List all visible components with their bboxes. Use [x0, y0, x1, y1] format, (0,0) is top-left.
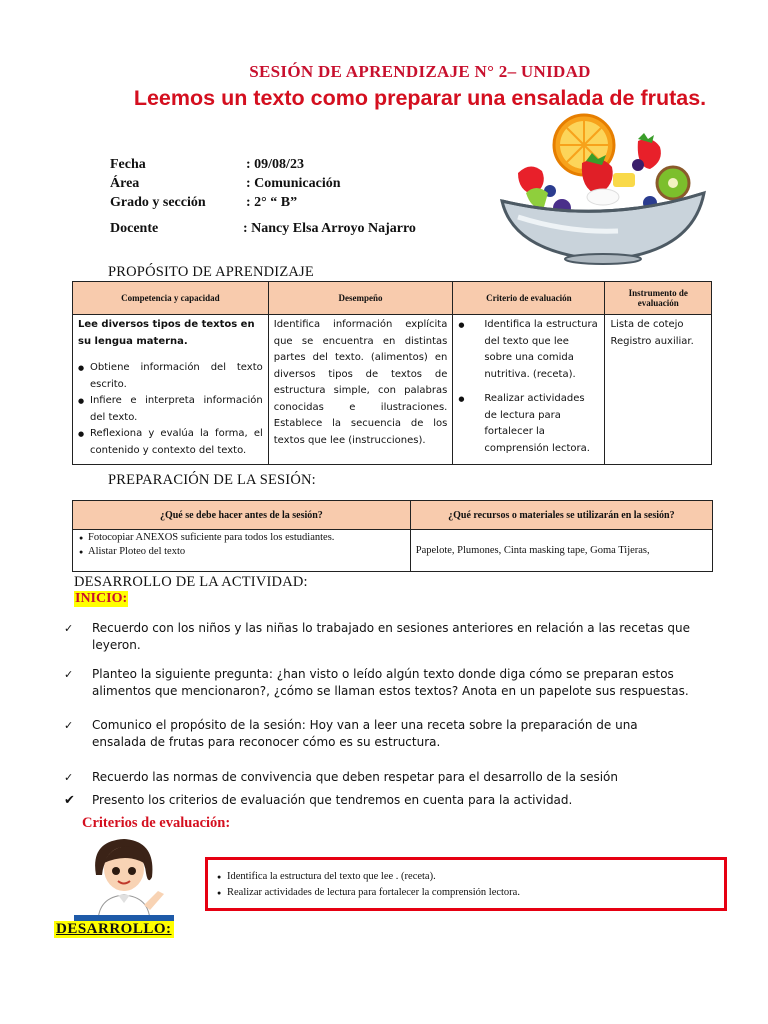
competencia-cell — [73, 315, 269, 465]
criterio-eval-item: ● Identifica la estructura del texto que lee . (receta). — [217, 869, 520, 885]
header-desempeno: Desempeño — [268, 282, 453, 315]
desarrollo-label: DESARROLLO: — [56, 921, 172, 937]
criterio-eval-item: ● Realizar actividades de lectura para fortalecer la comprensión lectora. — [217, 885, 520, 901]
proposito-table — [72, 281, 712, 465]
criterios-list — [217, 869, 520, 901]
instrumento-item: Registro auxiliar. — [610, 335, 694, 347]
criterio-cell — [453, 315, 605, 465]
header-competencia: Competencia y capacidad — [73, 282, 269, 315]
competencia-title: Lee diversos tipos de textos en su lengua materna. — [78, 319, 255, 347]
check-icon: ✔ — [64, 793, 75, 808]
check-icon: ✓ — [64, 668, 74, 681]
instrumento-item: Lista de cotejo — [610, 319, 684, 330]
grado-label: Grado y sección — [110, 195, 206, 210]
preparacion-heading: PREPARACIÓN DE LA SESIÓN: — [108, 472, 316, 488]
competencia-item: ● Obtiene información del texto escrito. — [78, 360, 263, 393]
fruit-salad-illustration — [498, 113, 708, 265]
check-icon: ✓ — [64, 719, 74, 732]
header-criterio: Criterio de evaluación — [453, 282, 605, 315]
docente-value: : Nancy Elsa Arroyo Najarro — [243, 221, 416, 236]
teacher-illustration — [74, 835, 174, 923]
fecha-label: Fecha — [110, 157, 146, 172]
inicio-label: INICIO: — [75, 591, 128, 606]
recursos-cell: Papelote, Plumones, Cinta masking tape, Goma Tijeras, — [410, 530, 712, 572]
area-value: : Comunicación — [246, 176, 341, 191]
header-instrumento: Instrumento de evaluación — [605, 282, 712, 315]
grado-value: : 2° “ B” — [246, 195, 298, 210]
criterios-heading: Criterios de evaluación: — [82, 815, 231, 831]
antes-cell — [73, 530, 411, 572]
competencia-item: ● Reflexiona y evalúa la forma, el contenido y contexto del texto. — [78, 426, 263, 459]
page-title: Leemos un texto como preparar una ensalada de frutas. — [133, 86, 707, 110]
check-icon: ✓ — [64, 771, 74, 784]
criterio-item: ● Identifica la estructura del texto que lee sobre una comida nutritiva. (receta). — [458, 317, 599, 383]
antes-item: ● Fotocopiar ANEXOS suficiente para todos los estudiantes. — [79, 531, 404, 545]
check-icon: ✓ — [64, 622, 74, 635]
criterio-item: ● Realizar actividades de lectura para fortalecer la comprensión lectora. — [458, 391, 599, 457]
area-label: Área — [110, 176, 140, 191]
antes-item: ● Alistar Ploteo del texto — [79, 545, 404, 559]
proposito-heading: PROPÓSITO DE APRENDIZAJE — [108, 264, 314, 280]
desempeno-cell: Identifica información explícita que se encuentra en distintas partes del texto. (alimentos) en diversos tipos de textos de estructura simple, con palabras conocidas e ilustraciones. Establece la secuencia de los textos que lee (instrucciones). — [268, 315, 453, 465]
competencia-item: ● Infiere e interpreta información del texto. — [78, 393, 263, 426]
activity-item: ✓ Recuerdo con los niños y las niñas lo trabajado en sesiones anteriores en relación a las recetas que leyeron. — [64, 621, 690, 652]
desarrollo-actividad-heading: DESARROLLO DE LA ACTIVIDAD: — [74, 574, 308, 590]
activity-item: ✓ Planteo la siguiente pregunta: ¿han visto o leído algún texto donde diga cómo se preparan estos alimentos que mencionaron?, ¿cómo se llaman estos textos? Anota en un papelote sus respuestas. — [64, 667, 689, 698]
activity-item: ✓ Comunico el propósito de la sesión: Hoy van a leer una receta sobre la preparación de una ensalada de frutas para reconocer cómo es su estructura. — [64, 718, 638, 749]
session-title: SESIÓN DE APRENDIZAJE N° 2– UNIDAD — [249, 62, 591, 81]
fecha-value: : 09/08/23 — [246, 157, 304, 172]
preparacion-table — [72, 500, 713, 572]
docente-label: Docente — [110, 221, 159, 236]
header-recursos: ¿Qué recursos o materiales se utilizarán en la sesión? — [410, 501, 712, 530]
activity-item: ✓ Recuerdo las normas de convivencia que deben respetar para el desarrollo de la sesión — [64, 770, 618, 784]
header-antes: ¿Qué se debe hacer antes de la sesión? — [73, 501, 411, 530]
activity-item: ✔ Presento los criterios de evaluación que tendremos en cuenta para la actividad. — [64, 793, 573, 808]
instrumento-cell — [605, 315, 712, 465]
